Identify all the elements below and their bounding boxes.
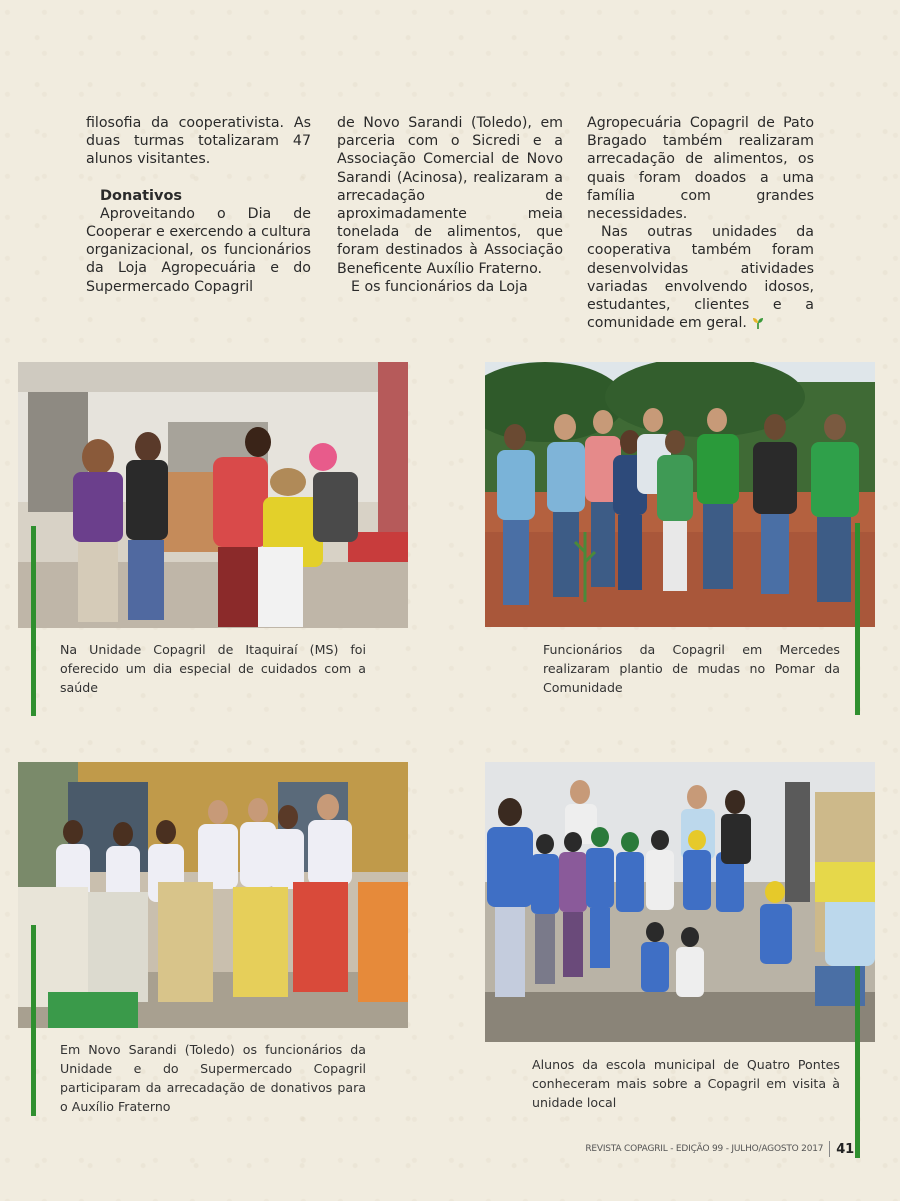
photo-school-visit xyxy=(485,762,875,1042)
footer-divider xyxy=(829,1141,830,1157)
page-number: 41 xyxy=(836,1141,854,1157)
text-column-1 xyxy=(86,114,311,296)
text-column-3 xyxy=(587,114,814,332)
caption-planting-seedlings: Funcionários da Copagril em Mercedes realizaram plantio de mudas no Pomar da Comunidade xyxy=(543,642,840,695)
green-accent-line-1 xyxy=(31,526,36,716)
green-accent-line-2 xyxy=(855,523,860,715)
page-footer xyxy=(585,1141,854,1157)
column2-paragraph-1: de Novo Sarandi (Toledo), em parceria com o Sicredi e a Associação Comercial de Novo Sarandi (Acinosa), realizaram a arrecadação de aproximadamente meia tonelada de alimentos, que foram destinados à Associação Beneficente Auxílio Fraterno. xyxy=(337,115,563,277)
caption-school-visit: Alunos da escola municipal de Quatro Pontes conheceram mais sobre a Copagril em visita à unidade local xyxy=(532,1057,840,1110)
column1-paragraph-2: Aproveitando o Dia de Cooperar e exercendo a cultura organizacional, os funcionários da Loja Agropecuária e do Supermercado Copagril xyxy=(86,205,311,295)
caption-donations: Em Novo Sarandi (Toledo) os funcionários da Unidade e do Supermercado Copagril participaram da arrecadação de donativos para o Auxílio Fraterno xyxy=(60,1042,366,1114)
green-accent-line-4 xyxy=(855,966,860,1158)
column1-paragraph-1: filosofia da cooperativista. As duas turmas totalizaram 47 alunos visitantes. xyxy=(86,115,311,168)
section-heading-donativos: Donativos xyxy=(100,187,183,204)
column3-paragraph-1: Agropecuária Copagril de Pato Bragado também realizaram arrecadação de alimentos, os quais foram doados a uma família com grandes necessidades. xyxy=(587,115,814,223)
publication-info: REVISTA COPAGRIL - EDIÇÃO 99 - JULHO/AGOSTO 2017 xyxy=(585,1144,824,1154)
column2-paragraph-2: E os funcionários da Loja xyxy=(351,278,528,295)
green-accent-line-3 xyxy=(31,925,36,1116)
caption-health-day: Na Unidade Copagril de Itaquiraí (MS) foi oferecido um dia especial de cuidados com a saúde xyxy=(60,642,366,695)
column3-paragraph-2-wrap xyxy=(587,223,814,332)
sprout-end-icon xyxy=(751,317,765,329)
photo-planting-seedlings xyxy=(485,362,875,627)
column3-paragraph-2: Nas outras unidades da cooperativa também foram desenvolvidas atividades variadas envolvendo idosos, estudantes, clientes e a comunidade em geral. xyxy=(587,224,814,332)
photo-health-day xyxy=(18,362,408,628)
text-column-2 xyxy=(337,114,563,296)
photo-donations-collection xyxy=(18,762,408,1028)
